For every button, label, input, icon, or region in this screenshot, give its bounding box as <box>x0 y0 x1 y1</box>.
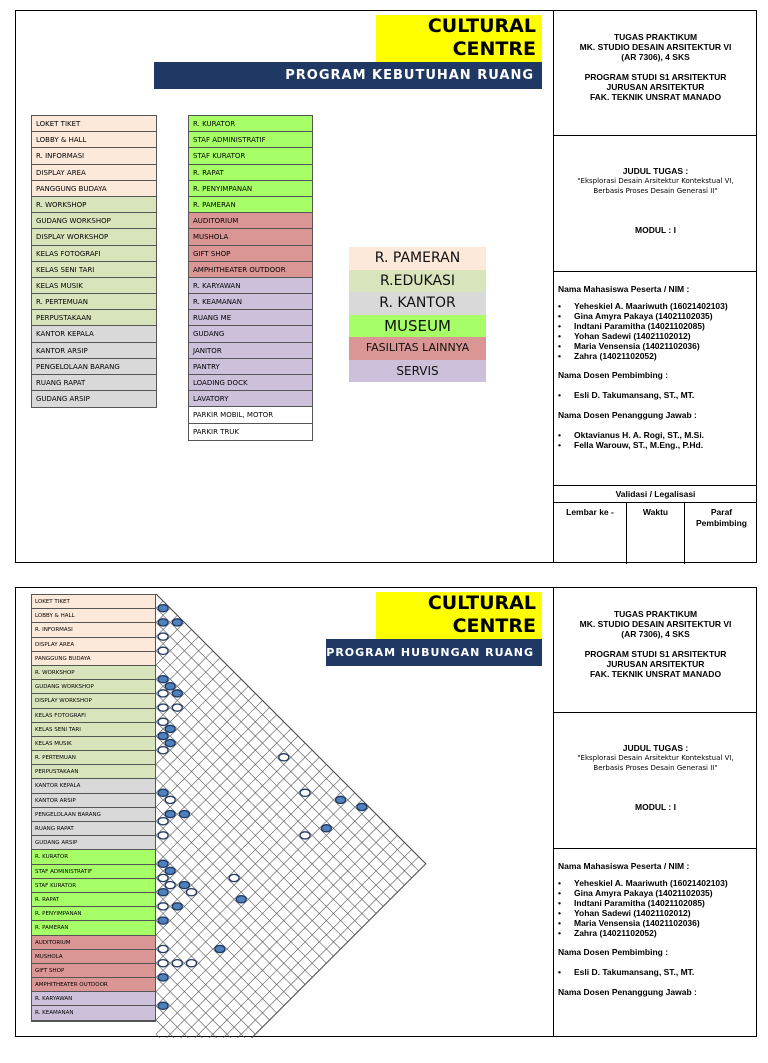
title-block <box>376 15 542 62</box>
judul-text-1: "Eksplorasi Desain Arsitektur Kontekstual VI, <box>577 177 734 185</box>
col-paraf-line-1: Paraf <box>710 507 733 517</box>
grid-line <box>156 1020 213 1038</box>
matrix-row-label: KANTOR KEPALA <box>32 779 155 793</box>
grid-line <box>156 665 390 899</box>
weak-relation-dot <box>158 690 168 697</box>
matrix-row-label: R. RAPAT <box>32 893 155 907</box>
mahasiswa-item: • Yohan Sadewi (14021102012) <box>558 331 757 341</box>
matrix-row-label: R. INFORMASI <box>32 623 155 637</box>
space-row: DISPLAY AREA <box>32 165 156 181</box>
mahasiswa-item: • Indtani Paramitha (14021102085) <box>558 898 757 908</box>
judul-text-2: Berbasis Proses Desain Generasi II" <box>593 187 718 195</box>
space-row: R. RAPAT <box>189 165 312 181</box>
space-row: R. PENYIMPANAN <box>189 181 312 197</box>
judul-label: JUDUL TUGAS : <box>622 166 689 176</box>
col-lembar: Lembar ke - <box>554 503 627 564</box>
title-line-2: CENTRE <box>452 38 536 60</box>
weak-relation-dot <box>158 647 168 654</box>
space-row: PANGGUNG BUDAYA <box>32 181 156 197</box>
weak-relation-dot <box>158 704 168 711</box>
space-row: R. WORKSHOP <box>32 197 156 213</box>
strong-relation-dot <box>158 619 168 626</box>
program-line-3: FAK. TEKNIK UNSRAT MANADO <box>589 669 722 679</box>
title-line-1: CULTURAL <box>427 592 536 614</box>
title-line-2: CENTRE <box>452 615 536 637</box>
penanggung-label: Nama Dosen Penanggung Jawab : <box>558 410 697 420</box>
grid-line <box>156 857 419 1038</box>
weak-relation-dot <box>158 633 168 640</box>
weak-relation-dot <box>158 718 168 725</box>
grid-line <box>156 701 263 808</box>
validasi-label: Validasi / Legalisasi <box>615 489 696 499</box>
info-panel-2 <box>553 588 757 1036</box>
col-waktu: Waktu <box>627 503 685 564</box>
penanggung-label: Nama Dosen Penanggung Jawab : <box>558 987 697 997</box>
weak-relation-dot <box>279 754 289 761</box>
legend-item: FASILITAS LAINNYA <box>349 337 486 360</box>
weak-relation-dot <box>165 796 175 803</box>
weak-relation-dot <box>187 960 197 967</box>
col-paraf-line-2: Pembimbing <box>695 518 747 528</box>
info-panel <box>553 11 757 562</box>
matrix-row-label: STAF ADMINISTRATIF <box>32 865 155 879</box>
mahasiswa-item: • Zahra (14021102052) <box>558 928 757 938</box>
space-row: R. INFORMASI <box>32 148 156 164</box>
space-row: GUDANG WORKSHOP <box>32 213 156 229</box>
legend-item: MUSEUM <box>349 315 486 338</box>
judul-tugas <box>554 713 757 849</box>
course-line-3: (AR 7306), 4 SKS <box>621 629 690 639</box>
matrix-row-label: R. KARYAWAN <box>32 992 155 1006</box>
weak-relation-dot <box>158 874 168 881</box>
strong-relation-dot <box>179 811 189 818</box>
grid-line <box>156 743 305 892</box>
matrix-row-label: LOKET TIKET <box>32 595 155 609</box>
validasi-row <box>554 486 757 503</box>
grid-line <box>156 949 248 1038</box>
subtitle-bar-2: PROGRAM HUBUNGAN RUANG <box>326 639 542 666</box>
matrix-row-label: R. PAMERAN <box>32 921 155 935</box>
pembimbing-list <box>554 967 757 977</box>
pembimbing-label: Nama Dosen Pembimbing : <box>558 947 669 957</box>
title-line-1: CULTURAL <box>427 15 536 37</box>
matrix-row-label: GIFT SHOP <box>32 964 155 978</box>
judul-label: JUDUL TUGAS : <box>622 743 689 753</box>
space-row: KANTOR KEPALA <box>32 326 156 342</box>
strong-relation-dot <box>158 1002 168 1009</box>
weak-relation-dot <box>187 889 197 896</box>
mahasiswa-item: • Zahra (14021102052) <box>558 351 757 361</box>
space-row: LOADING DOCK <box>189 375 312 391</box>
legend-item: R. PAMERAN <box>349 247 486 270</box>
weak-relation-dot <box>158 747 168 754</box>
course-line-1: TUGAS PRAKTIKUM <box>613 32 698 42</box>
course-info <box>554 588 757 713</box>
space-row: LOKET TIKET <box>32 116 156 132</box>
strong-relation-dot <box>165 725 175 732</box>
weak-relation-dot <box>158 832 168 839</box>
pembimbing-item: • Esli D. Takumansang, ST., MT. <box>558 967 757 977</box>
strong-relation-dot <box>236 896 246 903</box>
space-row: DISPLAY WORKSHOP <box>32 229 156 245</box>
mahasiswa-item: • Gina Amyra Pakaya (14021102035) <box>558 311 757 321</box>
space-row: R. KURATOR <box>189 116 312 132</box>
matrix-row-label: GUDANG WORKSHOP <box>32 680 155 694</box>
strong-relation-dot <box>158 732 168 739</box>
mahasiswa-item: • Yeheskiel A. Maariwuth (16021402103) <box>558 301 757 311</box>
strong-relation-dot <box>215 945 225 952</box>
matrix-row-label: R. WORKSHOP <box>32 666 155 680</box>
matrix-row-label: KANTOR ARSIP <box>32 794 155 808</box>
pembimbing-label: Nama Dosen Pembimbing : <box>558 370 669 380</box>
weak-relation-dot <box>229 874 239 881</box>
matrix-row-label: GUDANG ARSIP <box>32 836 155 850</box>
grid-line <box>156 637 405 886</box>
matrix-row-label: LOBBY & HALL <box>32 609 155 623</box>
strong-relation-dot <box>158 974 168 981</box>
weak-relation-dot <box>158 818 168 825</box>
mahasiswa-item: • Maria Vensensia (14021102036) <box>558 918 757 928</box>
weak-relation-dot <box>165 882 175 889</box>
space-row: PARKIR MOBIL, MOTOR <box>189 407 312 423</box>
space-list-col-2 <box>188 115 313 441</box>
mahasiswa-item: • Yeheskiel A. Maariwuth (16021402103) <box>558 878 757 888</box>
weak-relation-dot <box>158 945 168 952</box>
penanggung-item: • Oktavianus H. A. Rogi, ST., M.Si. <box>558 430 757 440</box>
strong-relation-dot <box>158 605 168 612</box>
matrix-row-label: PENGELOLAAN BARANG <box>32 808 155 822</box>
program-line-2: JURUSAN ARSITEKTUR <box>606 659 705 669</box>
space-row: KELAS SENI TARI <box>32 262 156 278</box>
space-row: KELAS FOTOGRAFI <box>32 246 156 262</box>
grid-line <box>156 750 348 942</box>
matrix-row-label: DISPLAY WORKSHOP <box>32 694 155 708</box>
space-list-col-1 <box>31 115 157 408</box>
space-row: AMPHITHEATER OUTDOOR <box>189 262 312 278</box>
legend-item: R.EDUKASI <box>349 270 486 293</box>
judul-text-1: "Eksplorasi Desain Arsitektur Kontekstual VI, <box>577 754 734 762</box>
mahasiswa-item: • Yohan Sadewi (14021102012) <box>558 908 757 918</box>
course-line-2: MK. STUDIO DESAIN ARSITEKTUR VI <box>579 42 732 52</box>
space-row: STAF ADMINISTRATIF <box>189 132 312 148</box>
strong-relation-dot <box>321 825 331 832</box>
matrix-row-label: KELAS MUSIK <box>32 737 155 751</box>
matrix-row-label: RUANG RAPAT <box>32 822 155 836</box>
space-row: PARKIR TRUK <box>189 424 312 440</box>
strong-relation-dot <box>336 796 346 803</box>
modul: MODUL : I <box>635 802 676 812</box>
space-row: KANTOR ARSIP <box>32 343 156 359</box>
grid-line <box>156 779 334 957</box>
space-row: RUANG ME <box>189 310 312 326</box>
program-line-3: FAK. TEKNIK UNSRAT MANADO <box>589 92 722 102</box>
mahasiswa-item: • Gina Amyra Pakaya (14021102035) <box>558 888 757 898</box>
matrix-row-label: PERPUSTAKAAN <box>32 765 155 779</box>
mahasiswa-item: • Indtani Paramitha (14021102085) <box>558 321 757 331</box>
program-line-1: PROGRAM STUDI S1 ARSITEKTUR <box>584 649 727 659</box>
course-line-2: MK. STUDIO DESAIN ARSITEKTUR VI <box>579 619 732 629</box>
matrix-row-label: R. KURATOR <box>32 850 155 864</box>
matrix-row-label: R. PERTEMUAN <box>32 751 155 765</box>
sheet-program-hubungan-ruang <box>15 587 757 1037</box>
strong-relation-dot <box>165 683 175 690</box>
matrix-row-label: KELAS SENI TARI <box>32 723 155 737</box>
space-row: LOBBY & HALL <box>32 132 156 148</box>
title-block-2 <box>376 592 542 639</box>
weak-relation-dot <box>300 789 310 796</box>
matrix-row-label: MUSHOLA <box>32 950 155 964</box>
col-paraf <box>685 503 758 564</box>
space-row: PERPUSTAKAAN <box>32 310 156 326</box>
strong-relation-dot <box>158 789 168 796</box>
mahasiswa-list <box>554 301 757 361</box>
strong-relation-dot <box>165 867 175 874</box>
pembimbing-item: • Esli D. Takumansang, ST., MT. <box>558 390 757 400</box>
space-row: R. KEAMANAN <box>189 294 312 310</box>
strong-relation-dot <box>158 676 168 683</box>
course-line-3: (AR 7306), 4 SKS <box>621 52 690 62</box>
space-row: LAVATORY <box>189 391 312 407</box>
matrix-row-label: R. PENYIMPANAN <box>32 907 155 921</box>
weak-relation-dot <box>172 960 182 967</box>
matrix-row-label: AUDITORIUM <box>32 936 155 950</box>
space-row: GUDANG <box>189 326 312 342</box>
program-line-1: PROGRAM STUDI S1 ARSITEKTUR <box>584 72 727 82</box>
grid-line <box>156 963 241 1038</box>
grid-line <box>156 921 263 1028</box>
matrix-row-label: STAF KURATOR <box>32 879 155 893</box>
weak-relation-dot <box>172 704 182 711</box>
grid-line <box>156 772 334 950</box>
program-line-2: JURUSAN ARSITEKTUR <box>606 82 705 92</box>
subtitle-bar: PROGRAM KEBUTUHAN RUANG <box>154 62 542 89</box>
weak-relation-dot <box>300 832 310 839</box>
weak-relation-dot <box>158 960 168 967</box>
grid-line <box>156 722 362 928</box>
strong-relation-dot <box>158 860 168 867</box>
peserta-section <box>554 849 757 1063</box>
strong-relation-dot <box>172 619 182 626</box>
space-row: STAF KURATOR <box>189 148 312 164</box>
legend-item: R. KANTOR <box>349 292 486 315</box>
space-row: PENGELOLAAN BARANG <box>32 359 156 375</box>
pembimbing-list <box>554 390 757 400</box>
legend <box>349 247 486 382</box>
course-info <box>554 11 757 136</box>
strong-relation-dot <box>158 917 168 924</box>
space-row: GUDANG ARSIP <box>32 391 156 407</box>
weak-relation-dot <box>158 903 168 910</box>
matrix-row-label: KELAS FOTOGRAFI <box>32 709 155 723</box>
sheet-program-kebutuhan-ruang <box>15 10 757 563</box>
mahasiswa-label: Nama Mahasiswa Peserta / NIM : <box>558 284 690 294</box>
grid-line <box>156 814 376 1034</box>
course-line-1: TUGAS PRAKTIKUM <box>613 609 698 619</box>
strong-relation-dot <box>179 882 189 889</box>
grid-line <box>156 835 397 1038</box>
mahasiswa-label: Nama Mahasiswa Peserta / NIM : <box>558 861 690 871</box>
signature-table <box>554 503 757 564</box>
peserta-section <box>554 272 757 486</box>
modul: MODUL : I <box>635 225 676 235</box>
judul-tugas <box>554 136 757 272</box>
space-row: R. PAMERAN <box>189 197 312 213</box>
mahasiswa-item: • Maria Vensensia (14021102036) <box>558 341 757 351</box>
penanggung-list <box>554 430 757 450</box>
legend-item: SERVIS <box>349 360 486 383</box>
strong-relation-dot <box>165 740 175 747</box>
space-row: GIFT SHOP <box>189 246 312 262</box>
space-row: RUANG RAPAT <box>32 375 156 391</box>
grid-line <box>156 864 291 999</box>
strong-relation-dot <box>158 889 168 896</box>
space-row: R. PERTEMUAN <box>32 294 156 310</box>
strong-relation-dot <box>357 803 367 810</box>
judul-text-2: Berbasis Proses Desain Generasi II" <box>593 764 718 772</box>
matrix-row-label: AMPHITHEATER OUTDOOR <box>32 978 155 992</box>
grid-line <box>156 828 390 1038</box>
grid-line <box>156 729 291 864</box>
space-row: R. KARYAWAN <box>189 278 312 294</box>
mahasiswa-list <box>554 878 757 938</box>
space-row: MUSHOLA <box>189 229 312 245</box>
grid-line <box>156 800 362 1006</box>
space-row: KELAS MUSIK <box>32 278 156 294</box>
strong-relation-dot <box>172 903 182 910</box>
strong-relation-dot <box>172 690 182 697</box>
space-row: JANITOR <box>189 343 312 359</box>
matrix-row-label: R. KEAMANAN <box>32 1006 155 1020</box>
space-row: PANTRY <box>189 359 312 375</box>
strong-relation-dot <box>165 811 175 818</box>
space-row: AUDITORIUM <box>189 213 312 229</box>
matrix-row-label: DISPLAY AREA <box>32 638 155 652</box>
penanggung-item: • Fella Warouw, ST., M.Eng., P.Hd. <box>558 440 757 450</box>
matrix-row-label: PANGGUNG BUDAYA <box>32 652 155 666</box>
